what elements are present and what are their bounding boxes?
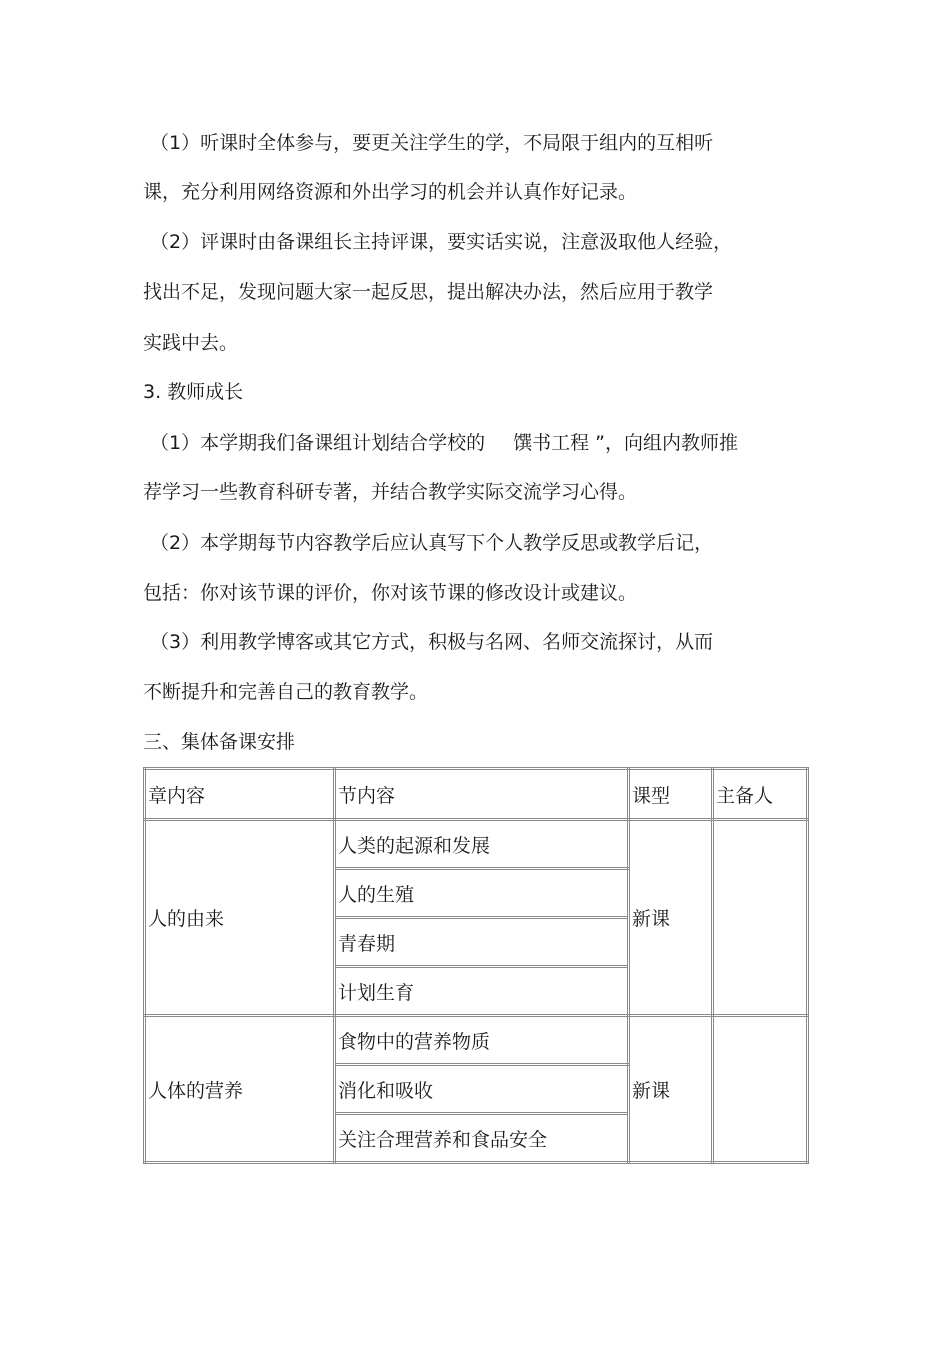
preparer-cell <box>713 820 808 1016</box>
type-cell: 新课 <box>629 1016 713 1163</box>
paragraph-line: （1）听课时全体参与，要更关注学生的学，不局限于组内的互相听 <box>150 132 714 154</box>
section-cell: 人的生殖 <box>335 869 629 918</box>
section-cell: 食物中的营养物质 <box>335 1016 629 1065</box>
section-cell: 消化和吸收 <box>335 1065 629 1114</box>
paragraph-line: 包括：你对该节课的评价，你对该节课的修改设计或建议。 <box>143 582 638 604</box>
preparer-cell <box>713 1016 808 1163</box>
lesson-plan-table <box>143 767 809 1164</box>
chapter-cell: 人的由来 <box>145 820 335 1016</box>
paragraph-line <box>150 430 738 456</box>
section-cell: 计划生育 <box>335 967 629 1016</box>
section-cell: 人类的起源和发展 <box>335 820 629 869</box>
paragraph-line: 不断提升和完善自己的教育教学。 <box>143 681 429 703</box>
header-section: 节内容 <box>335 769 629 820</box>
header-chapter: 章内容 <box>145 769 335 820</box>
section-title: 三、集体备课安排 <box>143 731 296 753</box>
table-header-row <box>145 769 808 820</box>
paragraph-line: （2）本学期每节内容教学后应认真写下个人教学反思或教学后记， <box>150 532 714 554</box>
section-heading: 3. 教师成长 <box>143 381 244 403</box>
section-cell: 关注合理营养和食品安全 <box>335 1114 629 1163</box>
paragraph-line: （3）利用教学博客或其它方式，积极与名网、名师交流探讨，从而 <box>150 631 714 653</box>
type-cell: 新课 <box>629 820 713 1016</box>
chapter-cell: 人体的营养 <box>145 1016 335 1163</box>
section-cell: 青春期 <box>335 918 629 967</box>
paragraph-line: 找出不足，发现问题大家一起反思，提出解决办法，然后应用于教学 <box>143 281 714 303</box>
paragraph-line: 实践中去。 <box>143 332 239 354</box>
header-preparer: 主备人 <box>713 769 808 820</box>
paragraph-line: 荐学习一些教育科研专著，并结合教学实际交流学习心得。 <box>143 481 638 503</box>
paragraph-line: （2）评课时由备课组长主持评课，要实话实说，注意汲取他人经验， <box>150 231 733 253</box>
table-row <box>145 820 808 869</box>
paragraph-text: 馔书工程 ”，向组内教师推 <box>513 432 738 454</box>
table-row <box>145 1016 808 1065</box>
header-type: 课型 <box>629 769 713 820</box>
paragraph-line: 课，充分利用网络资源和外出学习的机会并认真作好记录。 <box>143 181 638 203</box>
paragraph-text: （1）本学期我们备课组计划结合学校的 <box>150 432 486 454</box>
